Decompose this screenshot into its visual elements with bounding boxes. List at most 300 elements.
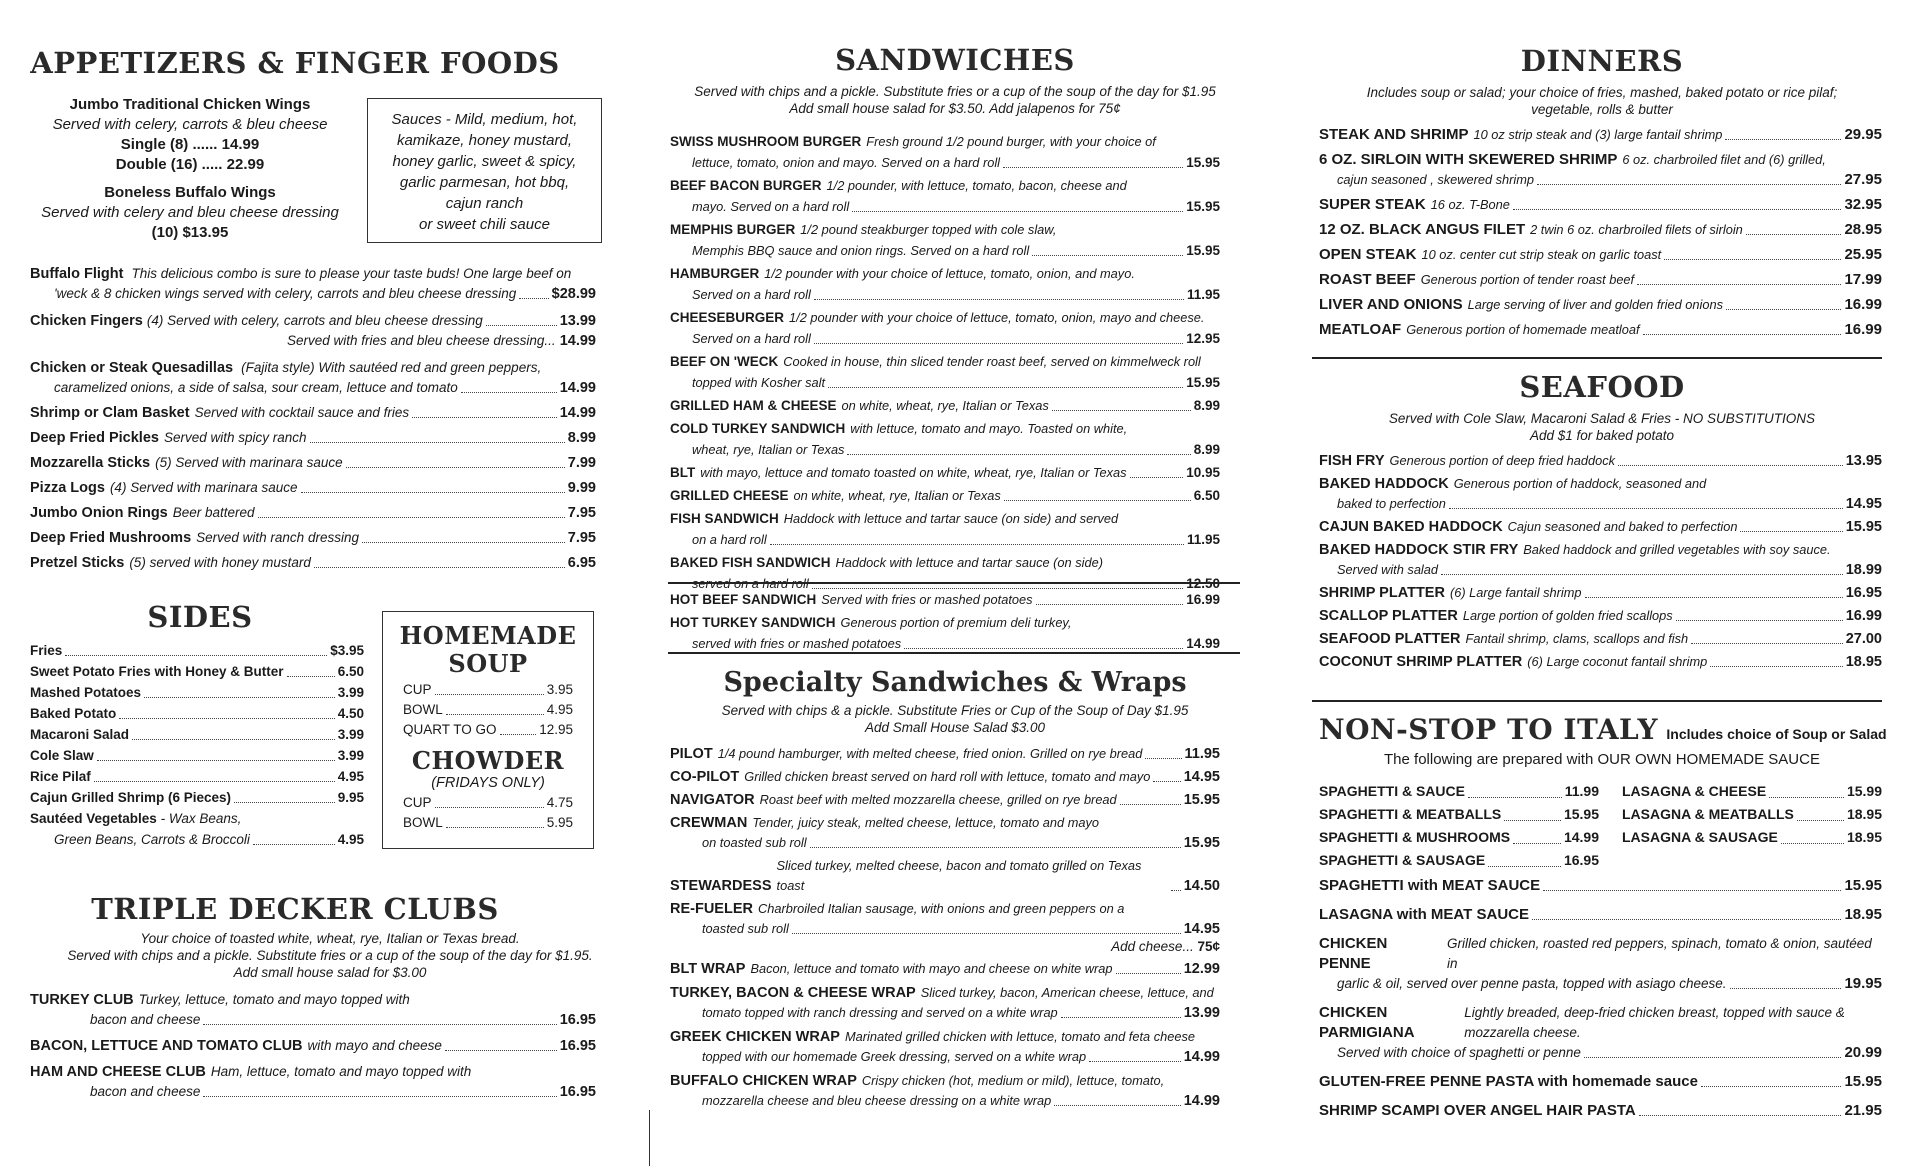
- item-price: 14.99: [1183, 1093, 1220, 1109]
- item-desc: Baked haddock and grilled vegetables with soy sauce.: [1523, 542, 1831, 557]
- item-line: [670, 152, 1220, 173]
- item-name: SHRIMP PLATTER: [1319, 585, 1445, 601]
- list-item: [403, 720, 573, 740]
- item-desc: garlic & oil, served over penne pasta, topped with asiago cheese.: [1337, 976, 1727, 991]
- dot-leader: [287, 676, 335, 677]
- item-line: [670, 1003, 1220, 1023]
- dot-leader: [1171, 890, 1181, 891]
- list-item: [30, 640, 364, 661]
- dot-leader: [500, 734, 537, 735]
- item-desc: toasted sub roll: [702, 921, 789, 936]
- clubs-desc: [30, 930, 630, 981]
- item-desc: (4) Served with celery, carrots and bleu cheese dressing: [146, 313, 483, 328]
- item-line: [670, 1027, 1220, 1047]
- item-name: LASAGNA & MEATBALLS: [1622, 806, 1794, 822]
- item-name: GLUTEN-FREE PENNE PASTA with homemade sauce: [1319, 1073, 1698, 1090]
- dot-leader: [144, 697, 335, 698]
- item-line: [670, 790, 1220, 810]
- item-price: 15.99: [1846, 783, 1882, 799]
- soup-box: [382, 611, 594, 849]
- item-price: 4.75: [546, 795, 573, 810]
- item-line: [1319, 320, 1882, 340]
- item-line: [30, 1082, 596, 1102]
- item-desc: 1/2 pounder with your choice of lettuce, tomato, onion, mayo and cheese.: [789, 310, 1205, 325]
- item-price: 17.99: [1844, 271, 1882, 288]
- dot-leader: [1781, 843, 1844, 844]
- item-price: 14.95: [1845, 496, 1882, 512]
- wings-title: Jumbo Traditional Chicken Wings: [69, 96, 311, 113]
- item-price: 16.99: [1186, 592, 1220, 607]
- item-price: 7.95: [567, 530, 596, 546]
- item-line: [1319, 560, 1882, 580]
- item-line: [30, 1010, 596, 1030]
- boneless-title: Boneless Buffalo Wings: [104, 184, 276, 201]
- list-item: [670, 589, 1220, 610]
- specialty-title: Specialty Sandwiches & Wraps: [723, 667, 1187, 698]
- item-name: FISH SANDWICH: [670, 511, 779, 526]
- appetizer-list: [30, 264, 596, 573]
- list-item: [30, 478, 596, 498]
- list-item: [1319, 934, 1882, 994]
- dot-leader: [1618, 465, 1843, 466]
- item-price: 14.99: [559, 405, 596, 421]
- item-desc: Generous portion of haddock, seasoned and: [1453, 476, 1707, 491]
- item-price: 11.95: [1186, 287, 1220, 302]
- item-name: Rice Pilaf: [30, 769, 91, 784]
- dot-leader: [1441, 574, 1843, 575]
- item-name: Deep Fried Mushrooms: [30, 530, 192, 546]
- item-line: [1319, 195, 1882, 215]
- item-desc: topped with Kosher salt: [692, 375, 826, 390]
- item-price: 29.95: [1844, 126, 1882, 143]
- item-desc: Large serving of liver and golden fried onions: [1467, 297, 1724, 312]
- item-desc: Fantail shrimp, clams, scallops and fish: [1465, 631, 1689, 646]
- item-line: [1319, 517, 1882, 537]
- item-price: 16.95: [559, 1038, 596, 1054]
- item-line: [670, 240, 1220, 261]
- item-desc: Lightly breaded, deep-fried chicken breast, topped with sauce & mozzarella cheese.: [1464, 1005, 1845, 1040]
- item-name: HAMBURGER: [670, 266, 760, 281]
- dot-leader: [814, 343, 1183, 344]
- dot-leader: [362, 542, 565, 543]
- boneless-desc: Served with celery and bleu cheese dressing: [41, 204, 339, 221]
- dot-leader: [792, 933, 1181, 934]
- item-name: SCALLOP PLATTER: [1319, 608, 1458, 624]
- item-desc: Grilled chicken, roasted red peppers, spinach, tomato & onion, sautéed in: [1447, 936, 1872, 971]
- item-name: GRILLED CHEESE: [670, 488, 789, 503]
- item-price: 4.95: [337, 832, 364, 847]
- item-desc: Marinated grilled chicken with lettuce, tomato and feta cheese: [844, 1029, 1195, 1044]
- item-price: 15.95: [1186, 199, 1220, 214]
- list-item: [670, 462, 1220, 483]
- item-desc: 1/2 pound steakburger topped with cole slaw,: [800, 222, 1057, 237]
- dot-leader: [1504, 820, 1561, 821]
- item-price: 3.95: [546, 682, 573, 697]
- item-line: [670, 439, 1220, 460]
- item-desc: Served with fries or mashed potatoes: [821, 592, 1033, 607]
- item-line: [1319, 451, 1882, 471]
- list-item: [30, 990, 596, 1030]
- item-desc: 1/2 pounder with your choice of lettuce, tomato, onion, and mayo.: [764, 266, 1135, 281]
- chowder-note: (FRIDAYS ONLY): [431, 775, 545, 791]
- item-desc: Haddock with lettuce and tartar sauce (on side): [835, 555, 1103, 570]
- page-divider: [649, 1110, 650, 1166]
- item-line: [1319, 295, 1882, 315]
- list-item: [670, 395, 1220, 416]
- item-price: 6.50: [337, 664, 364, 679]
- item-name: BLT WRAP: [670, 961, 746, 977]
- soup-title-line1: HOMEMADE: [399, 621, 577, 650]
- list-item: [670, 307, 1220, 349]
- item-line: [670, 263, 1220, 284]
- item-price: 15.95: [1563, 806, 1599, 822]
- item-price: 14.99: [1563, 829, 1599, 845]
- sauce-line: Sauces - Mild, medium, hot,: [391, 111, 578, 128]
- dot-leader: [234, 802, 335, 803]
- dinners-title: DINNERS: [1520, 44, 1684, 78]
- item-desc: mozzarella cheese and bleu cheese dressing on a white wrap: [702, 1093, 1052, 1108]
- appetizers-title: APPETIZERS & FINGER FOODS: [30, 46, 560, 80]
- item-name: Chicken Fingers: [30, 313, 143, 329]
- sauces-list: [368, 99, 601, 235]
- item-name: RE-FUELER: [670, 901, 753, 917]
- item-price: 7.99: [567, 455, 596, 471]
- item-line: [1319, 876, 1882, 896]
- item-name: HAM AND CHEESE CLUB: [30, 1064, 206, 1080]
- list-item: [1319, 606, 1882, 626]
- item-price: 11.95: [1184, 746, 1220, 762]
- seafood-desc-line: Served with Cole Slaw, Macaroni Salad & Fries - NO SUBSTITUTIONS: [1388, 411, 1816, 426]
- item-line: [670, 131, 1220, 152]
- item-price: 15.95: [1186, 375, 1220, 390]
- item-name: SPAGHETTI & MUSHROOMS: [1319, 829, 1511, 845]
- wings-desc: Served with celery, carrots & bleu cheese: [52, 116, 328, 133]
- dot-leader: [1130, 477, 1184, 478]
- item-name: SPAGHETTI with MEAT SAUCE: [1319, 877, 1541, 894]
- item-desc: caramelized onions, a side of salsa, sour cream, lettuce and tomato: [54, 380, 458, 395]
- item-price: 15.95: [1845, 519, 1882, 535]
- item-name: 6 OZ. SIRLOIN WITH SKEWERED SHRIMP: [1319, 151, 1618, 168]
- item-line: [1319, 652, 1882, 672]
- item-price: 16.99: [1845, 608, 1882, 624]
- item-price: 14.99: [1186, 636, 1220, 651]
- item-line: [670, 351, 1220, 372]
- item-desc: served with fries or mashed potatoes: [692, 636, 902, 651]
- item-line: [670, 529, 1220, 550]
- item-line: [1319, 125, 1882, 145]
- divider-line: [668, 582, 1240, 584]
- dot-leader: [258, 517, 565, 518]
- dot-leader: [446, 827, 544, 828]
- list-item: [1319, 517, 1882, 537]
- item-desc: 16 oz. T-Bone: [1430, 197, 1510, 212]
- item-name: FISH FRY: [1319, 453, 1385, 469]
- item-price: 15.95: [1183, 792, 1220, 808]
- list-item: [1319, 451, 1882, 471]
- list-item: [1319, 295, 1882, 315]
- list-item: [30, 428, 596, 448]
- dot-leader: [132, 739, 335, 740]
- item-name: SHRIMP SCAMPI OVER ANGEL HAIR PASTA: [1319, 1102, 1636, 1119]
- add-cheese-label: Add cheese: [1111, 939, 1183, 954]
- item-line: [1319, 245, 1882, 265]
- item-line: [670, 833, 1220, 853]
- item-desc: 1/2 pounder, with lettuce, tomato, bacon, cheese and: [826, 178, 1127, 193]
- item-desc: - Wax Beans,: [160, 811, 242, 826]
- item-price: 16.95: [1845, 585, 1882, 601]
- item-line: [670, 328, 1220, 349]
- dot-leader: [1003, 167, 1183, 168]
- item-line: [30, 478, 596, 498]
- divider-line: [668, 652, 1240, 654]
- item-line: [670, 1071, 1220, 1091]
- item-name: Baked Potato: [30, 706, 117, 721]
- item-price: 12.95: [539, 722, 573, 737]
- item-name: COLD TURKEY SANDWICH: [670, 421, 846, 436]
- item-line: [1319, 1072, 1882, 1092]
- item-desc: (5) Served with marinara sauce: [155, 455, 343, 470]
- item-line: [670, 196, 1220, 217]
- dot-leader: [1730, 988, 1842, 989]
- item-price: 14.95: [1183, 769, 1220, 785]
- item-line: [670, 462, 1220, 483]
- list-item: [30, 403, 596, 423]
- item-name: Buffalo Flight: [30, 266, 124, 282]
- item-price: 4.95: [337, 769, 364, 784]
- item-name: BOWL: [403, 815, 443, 830]
- dot-leader: [1120, 804, 1181, 805]
- item-price: 27.95: [1844, 171, 1882, 188]
- item-desc: Cooked in house, thin sliced tender roast beef, served on kimmelweck roll: [783, 354, 1201, 369]
- list-item: [1319, 849, 1599, 872]
- dot-leader: [203, 1096, 556, 1097]
- list-item: [1319, 905, 1882, 925]
- item-desc: Cajun seasoned and baked to perfection: [1507, 519, 1738, 534]
- dinners-desc-line: Includes soup or salad; your choice of fries, mashed, baked potato or rice pilaf;: [1366, 85, 1838, 100]
- item-price: 16.99: [1844, 296, 1882, 313]
- item-desc: Green Beans, Carrots & Broccoli: [54, 832, 250, 847]
- item-price: 14.50: [1183, 878, 1220, 894]
- dot-leader: [1710, 666, 1842, 667]
- item-price: $28.99: [551, 286, 596, 302]
- item-line: [670, 856, 1220, 896]
- sides-list: [30, 640, 364, 850]
- item-desc: Sliced turkey, melted cheese, bacon and tomato grilled on Texas toast: [776, 858, 1142, 893]
- dot-leader: [814, 299, 1184, 300]
- dot-leader: [1769, 797, 1844, 798]
- item-desc: baked to perfection: [1337, 496, 1446, 511]
- item-line: [30, 503, 596, 523]
- item-line: [1319, 905, 1882, 925]
- list-item: [30, 745, 364, 766]
- item-name: CHEESEBURGER: [670, 310, 785, 325]
- soup-title: [383, 622, 593, 678]
- item-desc: on a hard roll: [692, 532, 767, 547]
- sauce-line: kamikaze, honey mustard,: [396, 132, 573, 149]
- item-name: Sautéed Vegetables: [30, 811, 157, 826]
- item-desc: (Fajita style) With sautéed red and green peppers,: [241, 360, 542, 375]
- dot-leader: [119, 718, 334, 719]
- item-desc: Generous portion of homemade meatloaf: [1406, 322, 1640, 337]
- dot-leader: [1637, 284, 1841, 285]
- item-name: Macaroni Salad: [30, 727, 130, 742]
- dinners-desc: [1312, 84, 1892, 118]
- item-price: 15.95: [1186, 243, 1220, 258]
- item-name: MEMPHIS BURGER: [670, 222, 796, 237]
- list-item: [1319, 629, 1882, 649]
- item-line: [670, 485, 1220, 506]
- list-item: [1319, 320, 1882, 340]
- item-price: 16.99: [1844, 321, 1882, 338]
- item-line: [670, 919, 1220, 939]
- item-name: SEAFOOD PLATTER: [1319, 631, 1461, 647]
- item-line: [670, 175, 1220, 196]
- sauce-line: or sweet chili sauce: [419, 216, 550, 233]
- item-name: CREWMAN: [670, 815, 748, 831]
- dot-leader: [1746, 234, 1842, 235]
- item-line: [1319, 1101, 1882, 1121]
- list-item: [1319, 150, 1882, 190]
- item-price: 14.99: [559, 380, 596, 396]
- dot-leader: [904, 648, 1183, 649]
- list-item: [670, 131, 1220, 173]
- dot-leader: [446, 714, 544, 715]
- item-name: TURKEY, BACON & CHEESE WRAP: [670, 985, 916, 1001]
- item-desc: bacon and cheese: [90, 1012, 201, 1027]
- list-item: [30, 682, 364, 703]
- list-item: [670, 485, 1220, 506]
- wings-block: [30, 95, 350, 243]
- item-desc: cajun seasoned , skewered shrimp: [1337, 172, 1535, 187]
- item-line: [670, 983, 1220, 1003]
- chowder-title: CHOWDER: [411, 746, 565, 775]
- item-line: [1319, 170, 1882, 190]
- item-line: [1319, 494, 1882, 514]
- item-line: [1319, 540, 1882, 560]
- item-name: CUP: [403, 795, 432, 810]
- item-desc: Generous portion of tender roast beef: [1420, 272, 1635, 287]
- item-line: [30, 1036, 596, 1056]
- item-price: 18.99: [1845, 562, 1882, 578]
- dot-leader: [65, 655, 327, 656]
- item-desc: with lettuce, tomato and mayo. Toasted on white,: [850, 421, 1128, 436]
- list-item: [1319, 195, 1882, 215]
- list-item: [1622, 826, 1882, 849]
- item-desc: on toasted sub roll: [702, 835, 807, 850]
- item-price: 21.95: [1844, 1102, 1882, 1119]
- dot-leader: [1740, 531, 1842, 532]
- item-line: [30, 428, 596, 448]
- item-price: 15.95: [1844, 877, 1882, 894]
- item-price: 9.99: [567, 480, 596, 496]
- dot-leader: [1585, 597, 1843, 598]
- item-price: 3.99: [337, 748, 364, 763]
- item-price: 13.95: [1845, 453, 1882, 469]
- item-line: [1319, 974, 1882, 994]
- list-item: [1319, 826, 1599, 849]
- dot-leader: [1061, 1017, 1181, 1018]
- specialty-list: [670, 744, 1220, 1111]
- list-item: [670, 790, 1220, 810]
- list-item: [670, 1027, 1220, 1067]
- item-name: 12 OZ. BLACK ANGUS FILET: [1319, 221, 1526, 238]
- item-name: Mozzarella Sticks: [30, 455, 151, 471]
- item-price: 14.99: [1183, 1049, 1220, 1065]
- item-name: HOT TURKEY SANDWICH: [670, 615, 836, 630]
- item-name: QUART TO GO: [403, 722, 497, 737]
- item-desc: (4) Served with marinara sauce: [109, 480, 298, 495]
- item-price: 20.99: [1844, 1044, 1882, 1061]
- dot-leader: [314, 567, 565, 568]
- list-item: [30, 503, 596, 523]
- item-name: CO-PILOT: [670, 769, 740, 785]
- divider-line: [1312, 357, 1882, 359]
- item-line: [670, 284, 1220, 305]
- item-desc: mayo. Served on a hard roll: [692, 199, 850, 214]
- list-item: [670, 767, 1220, 787]
- item-line: [30, 990, 596, 1010]
- item-desc: with mayo and cheese: [307, 1038, 442, 1053]
- item-name: LIVER AND ONIONS: [1319, 296, 1463, 313]
- list-item: [30, 1062, 596, 1102]
- item-desc: 2 twin 6 oz. charbroiled filets of sirloin: [1530, 222, 1743, 237]
- list-item: [1319, 1101, 1882, 1121]
- item-desc: Roast beef with melted mozzarella cheese, grilled on rye bread: [759, 792, 1117, 807]
- item-price: 3.99: [337, 685, 364, 700]
- item-name: OPEN STEAK: [1319, 246, 1417, 263]
- clubs-desc-line: Served with chips and a pickle. Substitute fries or a cup of the soup of the day for $1.95.: [67, 948, 593, 963]
- item-name: Deep Fried Pickles: [30, 430, 159, 446]
- list-item: [670, 856, 1220, 896]
- item-price: 32.95: [1844, 196, 1882, 213]
- add-cheese-price: 75¢: [1197, 939, 1220, 954]
- item-desc: Generous portion of premium deli turkey,: [840, 615, 1072, 630]
- item-desc: Turkey, lettuce, tomato and mayo topped with: [138, 992, 410, 1007]
- item-name: BEEF BACON BURGER: [670, 178, 822, 193]
- item-desc: Ham, lettuce, tomato and mayo topped with: [210, 1064, 472, 1079]
- list-item: [30, 766, 364, 787]
- item-name: SPAGHETTI & SAUSAGE: [1319, 852, 1486, 868]
- item-price: 11.99: [1564, 783, 1599, 799]
- item-desc: Tender, juicy steak, melted cheese, lettuce, tomato and mayo: [752, 815, 1099, 830]
- list-item: [1319, 876, 1882, 896]
- dot-leader: [1725, 139, 1841, 140]
- item-desc: This delicious combo is sure to please your taste buds! One large beef on: [131, 266, 572, 281]
- item-name: GRILLED HAM & CHEESE: [670, 398, 837, 413]
- sandwiches-desc-line: Add small house salad for $3.50. Add jalapenos for 75¢: [789, 101, 1121, 116]
- item-desc: on white, wheat, rye, Italian or Texas: [793, 488, 1001, 503]
- list-item: [30, 703, 364, 724]
- dot-leader: [301, 492, 565, 493]
- item-price: 5.95: [546, 815, 573, 830]
- item-name: CHICKEN PARMIGIANA: [1319, 1004, 1415, 1041]
- boneless-price: (10) $13.95: [151, 224, 229, 241]
- list-item: [30, 661, 364, 682]
- dot-leader: [1145, 758, 1181, 759]
- item-desc: wheat, rye, Italian or Texas: [692, 442, 845, 457]
- dot-leader: [852, 211, 1183, 212]
- item-price: 3.99: [337, 727, 364, 742]
- item-desc: (6) Large fantail shrimp: [1449, 585, 1582, 600]
- item-line: [670, 418, 1220, 439]
- item-price: 16.95: [559, 1012, 596, 1028]
- list-item: [670, 813, 1220, 853]
- item-price: 11.95: [1186, 532, 1220, 547]
- item-price: 13.99: [1183, 1005, 1220, 1021]
- dot-leader: [1116, 973, 1181, 974]
- item-desc: 6 oz. charbroiled filet and (6) grilled,: [1622, 152, 1826, 167]
- list-item: [670, 612, 1220, 654]
